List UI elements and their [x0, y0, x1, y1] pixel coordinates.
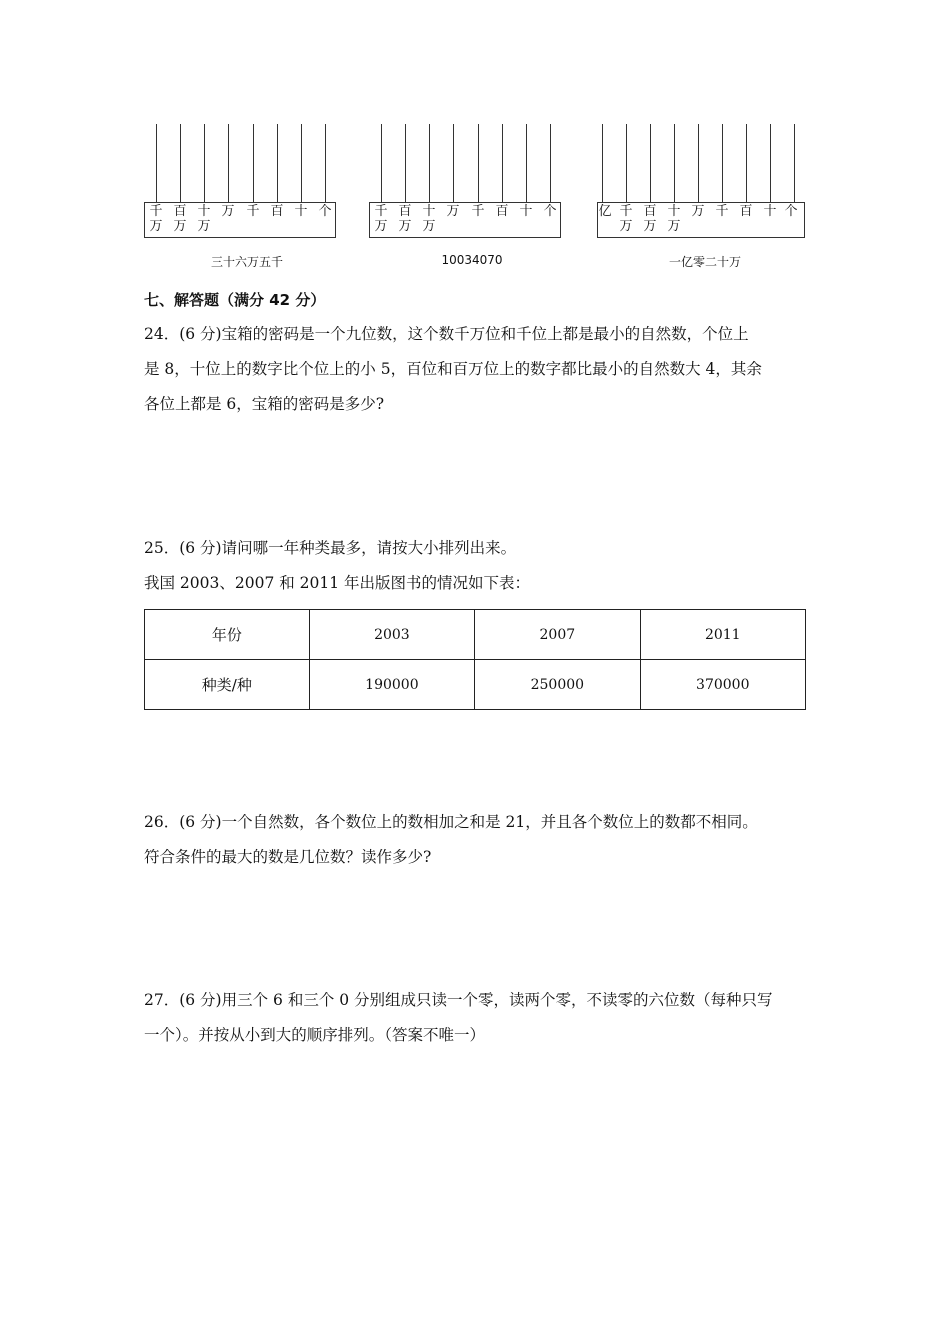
abacus-3 [597, 124, 805, 240]
abacus-rod [180, 124, 181, 202]
abacus-rod [453, 124, 454, 202]
abacus-rod [325, 124, 326, 202]
abacus-rod [228, 124, 229, 202]
abacus-rod [746, 124, 747, 202]
abacus-rod [698, 124, 699, 202]
abacus-rod [277, 124, 278, 202]
table-cell: 2003 [309, 610, 474, 660]
abacus-rod [156, 124, 157, 202]
abacus-rod [381, 124, 382, 202]
table-row [145, 610, 806, 660]
place-label: 十 万 [667, 204, 681, 234]
question-24 [144, 317, 816, 422]
question-line: 26．(6 分)一个自然数，各个数位上的数相加之和是 21，并且各个数位上的数都不相同。 [144, 813, 758, 831]
question-line: 25．(6 分)请问哪一年种类最多，请按大小排列出来。 [144, 539, 517, 557]
table-cell: 2011 [640, 610, 805, 660]
abacus-1 [144, 124, 336, 240]
question-line: 一个）。并按从小到大的顺序排列。（答案不唯一） [144, 1026, 486, 1044]
abacus-rod [794, 124, 795, 202]
table-cell: 250000 [475, 660, 640, 710]
question-26 [144, 805, 816, 875]
place-label: 十 [294, 204, 308, 219]
abacus-rod [301, 124, 302, 202]
place-label: 百 [270, 204, 284, 219]
abacus-rod [405, 124, 406, 202]
place-label: 百 万 [643, 204, 657, 234]
question-line: 符合条件的最大的数是几位数？读作多少? [144, 848, 432, 866]
question-line: 我国 2003、2007 和 2011 年出版图书的情况如下表： [144, 574, 531, 592]
place-label: 千 万 [149, 204, 163, 234]
place-label: 千 万 [374, 204, 388, 234]
abacus-rod [770, 124, 771, 202]
abacus-rod [526, 124, 527, 202]
question-27 [144, 983, 816, 1053]
place-label: 千 [715, 204, 729, 219]
abacus-2 [369, 124, 561, 240]
place-label: 万 [221, 204, 235, 219]
place-label: 万 [446, 204, 460, 219]
abacus-rod [650, 124, 651, 202]
abacus-caption: 三十六万五千 [210, 255, 283, 269]
place-label: 百 [739, 204, 753, 219]
abacus-caption: 10034070 [441, 253, 503, 267]
section-title: 七、解答题（满分 42 分） [144, 291, 326, 309]
place-label: 个 [784, 204, 798, 219]
abacus-rod [253, 124, 254, 202]
abacus-rod [674, 124, 675, 202]
abacus-rod [626, 124, 627, 202]
abacus-rod [429, 124, 430, 202]
place-label: 千 [471, 204, 485, 219]
place-label: 万 [691, 204, 705, 219]
table-cell: 年份 [145, 610, 310, 660]
abacus-rod [550, 124, 551, 202]
abacus-caption: 一亿零二十万 [668, 255, 741, 269]
question-line: 27．(6 分)用三个 6 和三个 0 分别组成只读一个零，读两个零，不读零的六位数（每种只写 [144, 991, 773, 1009]
table-row [145, 660, 806, 710]
place-label: 十 万 [422, 204, 436, 234]
abacus-rod [478, 124, 479, 202]
question-line: 是 8，十位上的数字比个位上的小 5，百位和百万位上的数字都比最小的自然数大 4，其余 [144, 360, 762, 378]
question-line: 24．(6 分)宝箱的密码是一个九位数，这个数千万位和千位上都是最小的自然数，个位上 [144, 325, 749, 343]
table-cell: 2007 [475, 610, 640, 660]
place-label: 千 万 [619, 204, 633, 234]
place-label: 百 万 [398, 204, 412, 234]
abacus-rod [502, 124, 503, 202]
place-label: 十 万 [197, 204, 211, 234]
table-cell: 种类/种 [145, 660, 310, 710]
table-cell: 190000 [309, 660, 474, 710]
place-label: 个 [543, 204, 557, 219]
place-label: 百 万 [173, 204, 187, 234]
place-label: 个 [318, 204, 332, 219]
table-cell: 370000 [640, 660, 805, 710]
place-label: 亿 [598, 204, 612, 219]
place-label: 十 [519, 204, 533, 219]
place-label: 百 [495, 204, 509, 219]
place-label: 千 [246, 204, 260, 219]
abacus-rod [204, 124, 205, 202]
question-25 [144, 531, 816, 601]
abacus-rod [602, 124, 603, 202]
books-table [144, 609, 806, 710]
place-label: 十 [763, 204, 777, 219]
abacus-rod [722, 124, 723, 202]
question-line: 各位上都是 6，宝箱的密码是多少? [144, 395, 385, 413]
